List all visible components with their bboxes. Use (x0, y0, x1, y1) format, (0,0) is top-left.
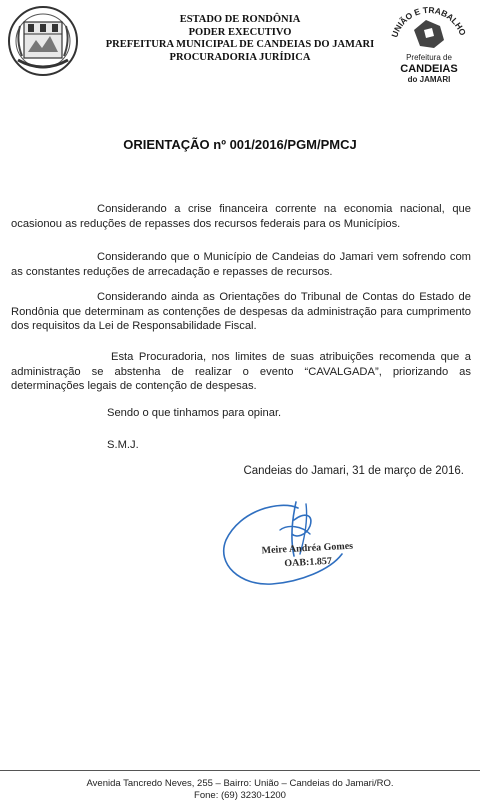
letterhead (0, 0, 480, 90)
paragraph-3: Considerando ainda as Orientações do Tribunal de Contas do Estado de Rondônia que determinam as contenções de despesas da administração para cumprimento dos requisitos da Lei de Responsabilidade Fiscal. (11, 291, 471, 332)
municipality-logo-icon (384, 2, 474, 88)
footer (0, 770, 480, 801)
smj-note: S.M.J. (107, 439, 139, 451)
paragraph-4: Esta Procuradoria, nos limites de suas atribuições recomenda que a administração se abstenha de realizar o evento “CAVALGADA”, priorizando as determinações legais de contenção de despesas. (11, 351, 471, 392)
header-executive: PODER EXECUTIVO (188, 26, 292, 38)
signatory-name: Meire Andréa Gomes (261, 540, 354, 557)
footer-address: Avenida Tancredo Neves, 255 – Bairro: União – Candeias do Jamari/RO. (86, 778, 394, 789)
logo-motto: UNIÃO E TRABALHO (389, 4, 469, 39)
lawyer-stamp (261, 540, 354, 573)
signatory-oab: OAB:1.857 (284, 555, 333, 570)
header-department: PROCURADORIA JURÍDICA (169, 51, 311, 63)
logo-line1: Prefeitura de (406, 53, 452, 62)
closing-remark: Sendo o que tinhamos para opinar. (107, 407, 282, 419)
paragraph-2: Considerando que o Município de Candeias do Jamari vem sofrendo com as constantes reduções de arrecadação e repasses de recursos. (11, 251, 471, 278)
header-municipality: PREFEITURA MUNICIPAL DE CANDEIAS DO JAMARI (105, 39, 375, 50)
footer-phone: Fone: (69) 3230-1200 (194, 790, 286, 801)
header-state: ESTADO DE RONDÔNIA (179, 14, 301, 25)
letterhead-text (90, 14, 390, 64)
state-coat-of-arms-icon (6, 4, 80, 78)
place-and-date: Candeias do Jamari, 31 de março de 2016. (243, 465, 464, 477)
logo-line2: CANDEIAS (400, 63, 458, 75)
logo-line3: do JAMARI (407, 75, 451, 84)
document-title: ORIENTAÇÃO nº 001/2016/PGM/PMCJ (123, 137, 357, 152)
footer-text (0, 778, 480, 802)
paragraph-1: Considerando a crise financeira corrente na economia nacional, que ocasionou as reduções de repasses dos recursos federais para os Municípios. (11, 203, 471, 230)
